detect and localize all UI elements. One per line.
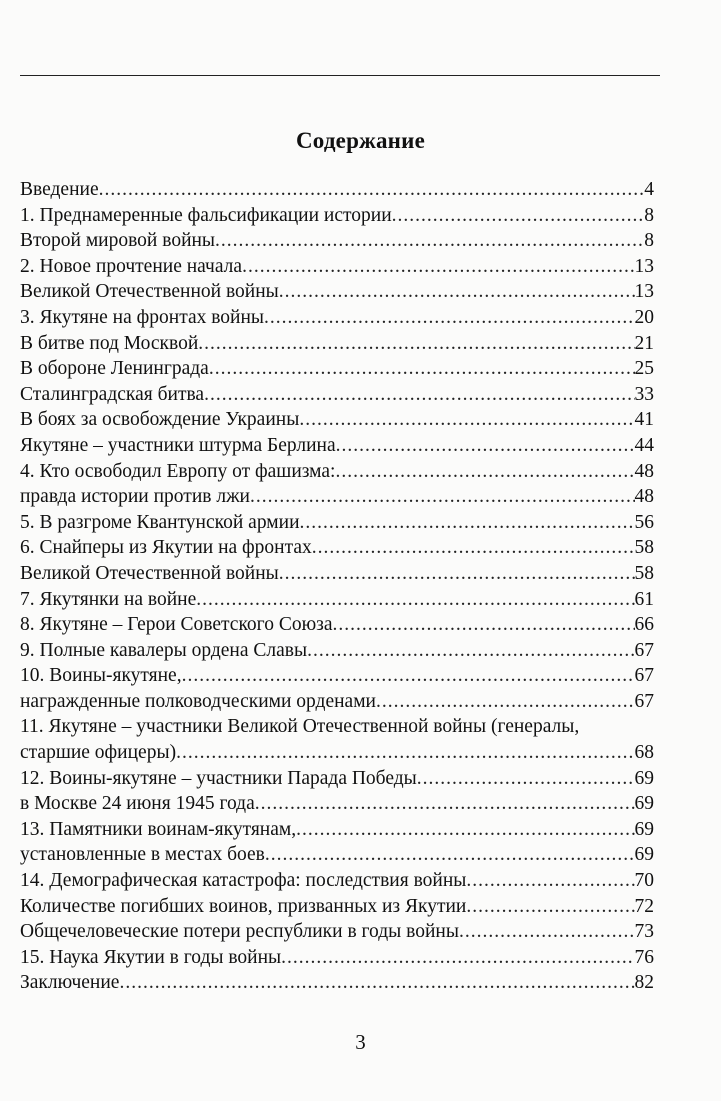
toc-leader-dots	[466, 868, 634, 894]
toc-entry-title: Общечеловеческие потери республики в годы войны	[20, 921, 459, 943]
toc-leader-dots	[281, 945, 634, 971]
toc-entry	[20, 612, 654, 638]
toc-entry-page: 67	[634, 690, 654, 712]
toc-leader-dots	[459, 919, 635, 945]
toc-entry-page: 69	[634, 767, 654, 789]
toc-leader-dots	[99, 177, 645, 203]
page-title: Содержание	[296, 128, 425, 153]
toc-entry-title: 11. Якутяне – участники Великой Отечественной войны (генералы,	[20, 716, 580, 738]
toc-entry-title: Сталинградская битва	[20, 383, 205, 405]
toc-leader-dots	[255, 791, 635, 817]
toc-entry-title: 2. Новое прочтение начала	[20, 255, 243, 277]
toc-entry	[20, 919, 654, 945]
toc-entry-page: 67	[634, 665, 654, 687]
toc-entry-title: 14. Демографическая катастрофа: последствия войны	[20, 870, 467, 892]
toc-entry-title: 10. Воины-якутяне,	[20, 665, 182, 687]
toc-entry	[20, 587, 654, 613]
toc-entry	[20, 970, 654, 996]
toc-entry	[20, 459, 654, 485]
toc-entry	[20, 228, 654, 254]
toc-entry-title: Введение	[20, 179, 99, 200]
toc-entry	[20, 331, 654, 357]
toc-entry-title: 13. Памятники воинам-якутянам,	[20, 818, 297, 840]
toc-entry-page: 69	[634, 818, 654, 840]
toc-entry-page: 20	[634, 306, 654, 328]
toc-entry-page: 13	[634, 255, 654, 277]
top-rule	[20, 75, 660, 76]
toc-leader-dots	[196, 587, 634, 613]
toc-entry-title: 4. Кто освободил Европу от фашизма:	[20, 460, 336, 482]
toc-entry	[20, 842, 654, 868]
toc-leader-dots	[198, 331, 634, 357]
toc-entry	[20, 305, 654, 331]
toc-entry-title: Великой Отечественной войны	[20, 281, 279, 303]
toc-entry	[20, 868, 654, 894]
toc-entry-title: В боях за освобождение Украины	[20, 409, 300, 431]
toc-leader-dots	[250, 484, 635, 510]
toc-entry-title: 5. В разгроме Квантунской армии	[20, 511, 300, 533]
toc-entry	[20, 740, 654, 766]
toc-entry-title: установленные в местах боев	[20, 844, 265, 866]
toc-entry-page: 44	[634, 434, 654, 456]
toc-entry	[20, 766, 654, 792]
toc-entry	[20, 663, 654, 689]
toc-entry	[20, 689, 654, 715]
toc-leader-dots	[333, 612, 635, 638]
toc-leader-dots	[376, 689, 635, 715]
toc-leader-dots	[265, 842, 635, 868]
toc-entry-page: 68	[634, 742, 654, 764]
toc-entry-page: 41	[634, 409, 654, 431]
toc-entry-title: 3. Якутяне на фронтах войны	[20, 306, 265, 328]
toc-entry	[20, 638, 654, 664]
toc-entry	[20, 791, 654, 817]
table-of-contents	[20, 177, 654, 996]
toc-leader-dots	[119, 970, 634, 996]
toc-entry-page: 13	[634, 281, 654, 303]
toc-entry	[20, 433, 654, 459]
toc-leader-dots	[335, 459, 634, 485]
toc-entry-title: в Москве 24 июня 1945 года	[20, 793, 255, 815]
toc-leader-dots	[417, 766, 635, 792]
toc-entry-page: 8	[644, 204, 654, 226]
toc-entry-page: 69	[634, 793, 654, 815]
toc-entry-title: правда истории против лжи	[20, 486, 250, 508]
toc-leader-dots	[279, 561, 635, 587]
toc-entry-title: 12. Воины-якутяне – участники Парада Победы	[20, 767, 417, 789]
toc-entry	[20, 894, 654, 920]
toc-entry-page: 58	[634, 537, 654, 559]
page-number: 3	[355, 1030, 366, 1054]
toc-entry-page: 48	[634, 486, 654, 508]
toc-leader-dots	[300, 510, 635, 536]
toc-leader-dots	[299, 407, 634, 433]
toc-entry-title: Заключение	[20, 972, 120, 994]
toc-entry-page: 82	[634, 972, 654, 994]
toc-entry-page: 8	[644, 230, 654, 252]
toc-entry-page: 58	[634, 562, 654, 584]
toc-entry-title: 8. Якутяне – Герои Советского Союза	[20, 614, 333, 636]
toc-entry-page: 67	[634, 639, 654, 661]
toc-leader-dots	[204, 382, 634, 408]
toc-entry-page: 25	[634, 358, 654, 380]
toc-leader-dots	[279, 279, 635, 305]
toc-leader-dots	[296, 817, 634, 843]
toc-entry-title: 1. Преднамеренные фальсификации истории	[20, 204, 392, 226]
toc-leader-dots	[182, 663, 635, 689]
toc-leader-dots	[336, 433, 635, 459]
toc-entry	[20, 203, 654, 229]
toc-entry-title: В обороне Ленинграда	[20, 358, 209, 380]
toc-entry-page: 56	[634, 511, 654, 533]
toc-entry-page: 69	[634, 844, 654, 866]
toc-leader-dots	[466, 894, 634, 920]
toc-leader-dots	[215, 228, 644, 254]
toc-entry	[20, 535, 654, 561]
toc-entry-title: награжденные полководческими орденами	[20, 690, 376, 712]
toc-entry-page: 76	[634, 946, 654, 968]
toc-leader-dots	[392, 203, 645, 229]
toc-entry-page: 48	[634, 460, 654, 482]
toc-entry	[20, 945, 654, 971]
toc-entry	[20, 510, 654, 536]
toc-entry-page: 66	[634, 614, 654, 636]
toc-entry	[20, 714, 654, 740]
toc-entry-title: старшие офицеры)	[20, 742, 177, 764]
toc-leader-dots	[209, 356, 635, 382]
toc-entry-page: 73	[634, 921, 654, 943]
toc-leader-dots	[307, 638, 634, 664]
toc-entry-page: 4	[644, 179, 654, 200]
toc-entry-title: 9. Полные кавалеры ордена Славы	[20, 639, 308, 661]
toc-leader-dots	[242, 254, 634, 280]
toc-entry-title: 15. Наука Якутии в годы войны	[20, 946, 282, 968]
toc-entry-title: В битве под Москвой	[20, 332, 199, 354]
toc-entry-title: 7. Якутянки на войне	[20, 588, 197, 610]
toc-entry-title: Количестве погибших воинов, призванных из Якутии	[20, 895, 467, 917]
toc-entry-title: Якутяне – участники штурма Берлина	[20, 434, 336, 456]
toc-entry-title: 6. Снайперы из Якутии на фронтах	[20, 537, 312, 559]
toc-entry	[20, 279, 654, 305]
toc-entry	[20, 356, 654, 382]
toc-leader-dots	[312, 535, 635, 561]
toc-leader-dots	[264, 305, 634, 331]
toc-entry	[20, 407, 654, 433]
toc-entry-page: 33	[634, 383, 654, 405]
toc-entry	[20, 561, 654, 587]
toc-entry	[20, 382, 654, 408]
toc-entry	[20, 177, 654, 203]
toc-entry	[20, 254, 654, 280]
toc-entry	[20, 817, 654, 843]
toc-entry-page: 72	[634, 895, 654, 917]
toc-entry	[20, 484, 654, 510]
toc-entry-page: 61	[634, 588, 654, 610]
toc-entry-title: Великой Отечественной войны	[20, 562, 279, 584]
toc-entry-page: 21	[634, 332, 654, 354]
toc-leader-dots	[176, 740, 634, 766]
toc-entry-page: 70	[634, 870, 654, 892]
toc-entry-title: Второй мировой войны	[20, 230, 216, 252]
